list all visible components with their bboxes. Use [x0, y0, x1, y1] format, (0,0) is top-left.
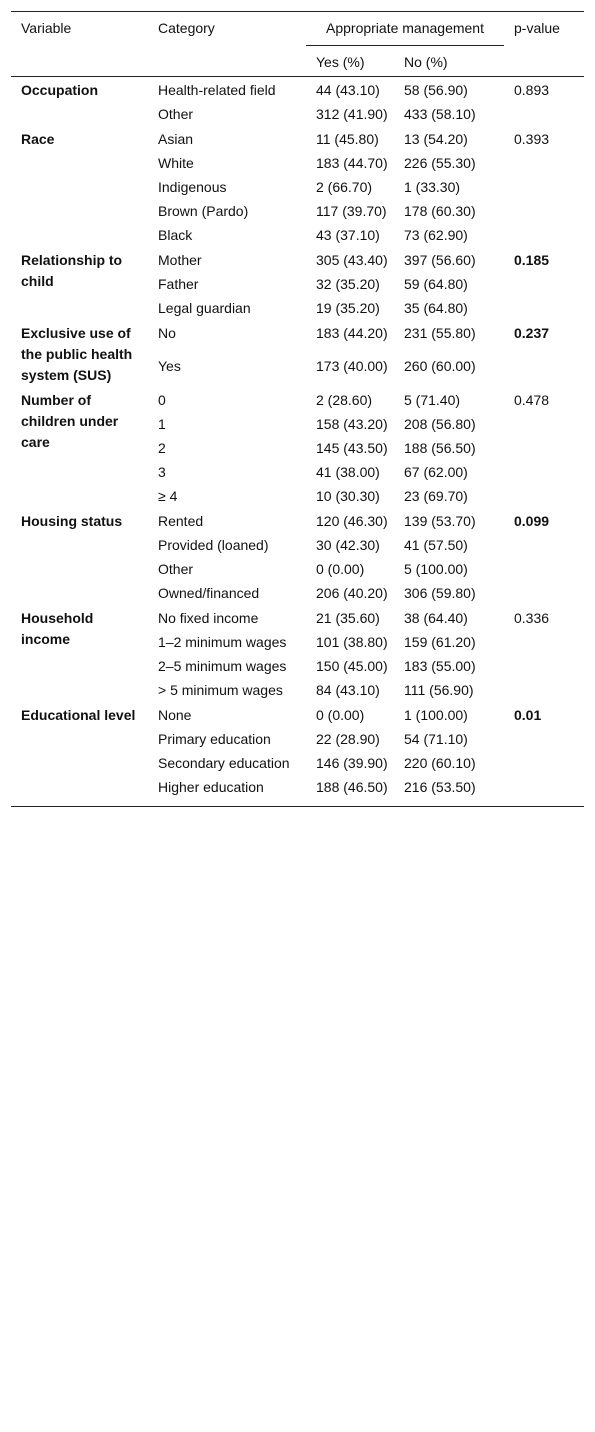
yes-value-cell: 145 (43.50) — [316, 440, 388, 456]
p-value-cell: 0.237 — [514, 325, 550, 341]
category-cell: Father — [158, 276, 199, 292]
category-cell: Rented — [158, 513, 204, 529]
table-row — [11, 320, 584, 354]
variable-cell: Relationship to child — [21, 252, 123, 289]
yes-value-cell: 173 (40.00) — [316, 358, 388, 375]
category-cell: Other — [158, 106, 194, 122]
no-value-cell: 13 (54.20) — [404, 131, 468, 147]
no-value-cell: 216 (53.50) — [404, 779, 476, 795]
header-variable: Variable — [21, 20, 72, 36]
category-cell: 2 — [158, 440, 166, 456]
no-value-cell: 5 (100.00) — [404, 561, 468, 577]
results-table-container — [11, 11, 584, 807]
category-cell: Asian — [158, 131, 194, 147]
no-value-cell: 67 (62.00) — [404, 464, 468, 480]
variable-cell: Exclusive use of the public health system (SUS) — [21, 325, 133, 383]
category-cell: White — [158, 155, 194, 171]
no-value-cell: 139 (53.70) — [404, 513, 476, 529]
category-cell: Black — [158, 227, 193, 243]
category-cell: Brown (Pardo) — [158, 203, 249, 219]
yes-value-cell: 158 (43.20) — [316, 416, 388, 432]
no-value-cell: 183 (55.00) — [404, 658, 476, 674]
no-value-cell: 73 (62.90) — [404, 227, 468, 243]
no-value-cell: 220 (60.10) — [404, 755, 476, 771]
no-value-cell: 178 (60.30) — [404, 203, 476, 219]
p-value-cell: 0.893 — [514, 82, 550, 98]
no-value-cell: 1 (100.00) — [404, 707, 468, 723]
yes-value-cell: 206 (40.20) — [316, 585, 388, 601]
table-row — [11, 605, 584, 630]
category-cell: 3 — [158, 464, 166, 480]
no-value-cell: 226 (55.30) — [404, 155, 476, 171]
yes-value-cell: 32 (35.20) — [316, 276, 380, 292]
category-cell: ≥ 4 — [158, 488, 178, 504]
category-cell: Secondary education — [158, 755, 290, 771]
no-value-cell: 1 (33.30) — [404, 179, 461, 195]
yes-value-cell: 44 (43.10) — [316, 82, 380, 98]
category-cell: Primary education — [158, 731, 271, 747]
yes-value-cell: 11 (45.80) — [316, 131, 379, 147]
category-cell: Provided (loaned) — [158, 537, 269, 553]
category-cell: No — [158, 325, 176, 341]
yes-value-cell: 2 (66.70) — [316, 179, 373, 195]
p-value-cell: 0.099 — [514, 513, 550, 529]
p-value-cell: 0.336 — [514, 610, 550, 626]
variable-cell: Educational level — [11, 702, 147, 807]
table-row — [11, 247, 584, 272]
no-value-cell: 260 (60.00) — [404, 358, 476, 375]
variable-cell: Occupation — [21, 82, 99, 98]
no-value-cell: 306 (59.80) — [404, 585, 476, 601]
no-value-cell: 59 (64.80) — [404, 276, 468, 292]
no-value-cell: 159 (61.20) — [404, 634, 476, 650]
header-yes: Yes (%) — [316, 54, 365, 70]
category-cell: 1–2 minimum wages — [158, 634, 287, 650]
table-body — [11, 77, 584, 807]
category-cell: No fixed income — [158, 610, 259, 626]
yes-value-cell: 43 (37.10) — [316, 227, 380, 243]
header-p-value: p-value — [514, 20, 560, 36]
category-cell: Other — [158, 561, 194, 577]
table-row — [11, 126, 584, 151]
yes-value-cell: 22 (28.90) — [316, 731, 380, 747]
yes-value-cell: 120 (46.30) — [316, 513, 388, 529]
category-cell: 1 — [158, 416, 166, 432]
no-value-cell: 5 (71.40) — [404, 392, 461, 408]
yes-value-cell: 2 (28.60) — [316, 392, 373, 408]
category-cell: > 5 minimum wages — [158, 682, 283, 698]
variable-cell: Number of children under care — [21, 392, 119, 450]
yes-value-cell: 305 (43.40) — [316, 252, 388, 268]
category-cell: 2–5 minimum wages — [158, 658, 287, 674]
yes-value-cell: 10 (30.30) — [316, 488, 380, 504]
no-value-cell: 54 (71.10) — [404, 731, 468, 747]
variable-cell: Race — [21, 131, 55, 147]
category-cell: Owned/financed — [158, 585, 260, 601]
yes-value-cell: 117 (39.70) — [316, 203, 387, 219]
yes-value-cell: 183 (44.70) — [316, 155, 388, 171]
table-row — [11, 702, 584, 727]
no-value-cell: 111 (56.90) — [404, 682, 474, 698]
variable-cell: Housing status — [21, 513, 123, 529]
yes-value-cell: 19 (35.20) — [316, 300, 380, 316]
header-category: Category — [158, 20, 215, 36]
yes-value-cell: 312 (41.90) — [316, 106, 388, 122]
header-appropriate-management: Appropriate management — [306, 12, 504, 46]
results-table — [11, 11, 584, 807]
yes-value-cell: 21 (35.60) — [316, 610, 380, 626]
category-cell: None — [158, 707, 192, 723]
category-cell: Legal guardian — [158, 300, 251, 316]
p-value-cell: 0.01 — [504, 702, 584, 807]
yes-value-cell: 0 (0.00) — [316, 561, 365, 577]
category-cell: Health-related field — [158, 82, 276, 98]
yes-value-cell: 84 (43.10) — [316, 682, 380, 698]
category-cell: Indigenous — [158, 179, 227, 195]
p-value-cell: 0.185 — [514, 252, 550, 268]
category-cell: Yes — [158, 358, 181, 375]
yes-value-cell: 41 (38.00) — [316, 464, 380, 480]
no-value-cell: 38 (64.40) — [404, 610, 468, 626]
no-value-cell: 35 (64.80) — [404, 300, 468, 316]
yes-value-cell: 183 (44.20) — [316, 325, 388, 341]
yes-value-cell: 188 (46.50) — [316, 779, 388, 795]
no-value-cell: 41 (57.50) — [404, 537, 468, 553]
no-value-cell: 397 (56.60) — [404, 252, 476, 268]
no-value-cell: 23 (69.70) — [404, 488, 468, 504]
no-value-cell: 188 (56.50) — [404, 440, 476, 456]
table-header — [11, 12, 584, 77]
yes-value-cell: 146 (39.90) — [316, 755, 388, 771]
header-no: No (%) — [404, 54, 448, 70]
yes-value-cell: 0 (0.00) — [316, 707, 365, 723]
category-cell: Mother — [158, 252, 202, 268]
yes-value-cell: 101 (38.80) — [316, 634, 388, 650]
yes-value-cell: 150 (45.00) — [316, 658, 388, 674]
category-cell: Higher education — [158, 779, 264, 795]
p-value-cell: 0.393 — [514, 131, 550, 147]
no-value-cell: 58 (56.90) — [404, 82, 468, 98]
table-row — [11, 77, 584, 103]
yes-value-cell: 30 (42.30) — [316, 537, 380, 553]
variable-cell: Household income — [21, 610, 94, 647]
no-value-cell: 208 (56.80) — [404, 416, 476, 432]
table-row — [11, 508, 584, 533]
p-value-cell: 0.478 — [514, 392, 550, 408]
no-value-cell: 433 (58.10) — [404, 106, 476, 122]
table-row — [11, 387, 584, 412]
category-cell: 0 — [158, 392, 166, 408]
no-value-cell: 231 (55.80) — [404, 325, 476, 341]
